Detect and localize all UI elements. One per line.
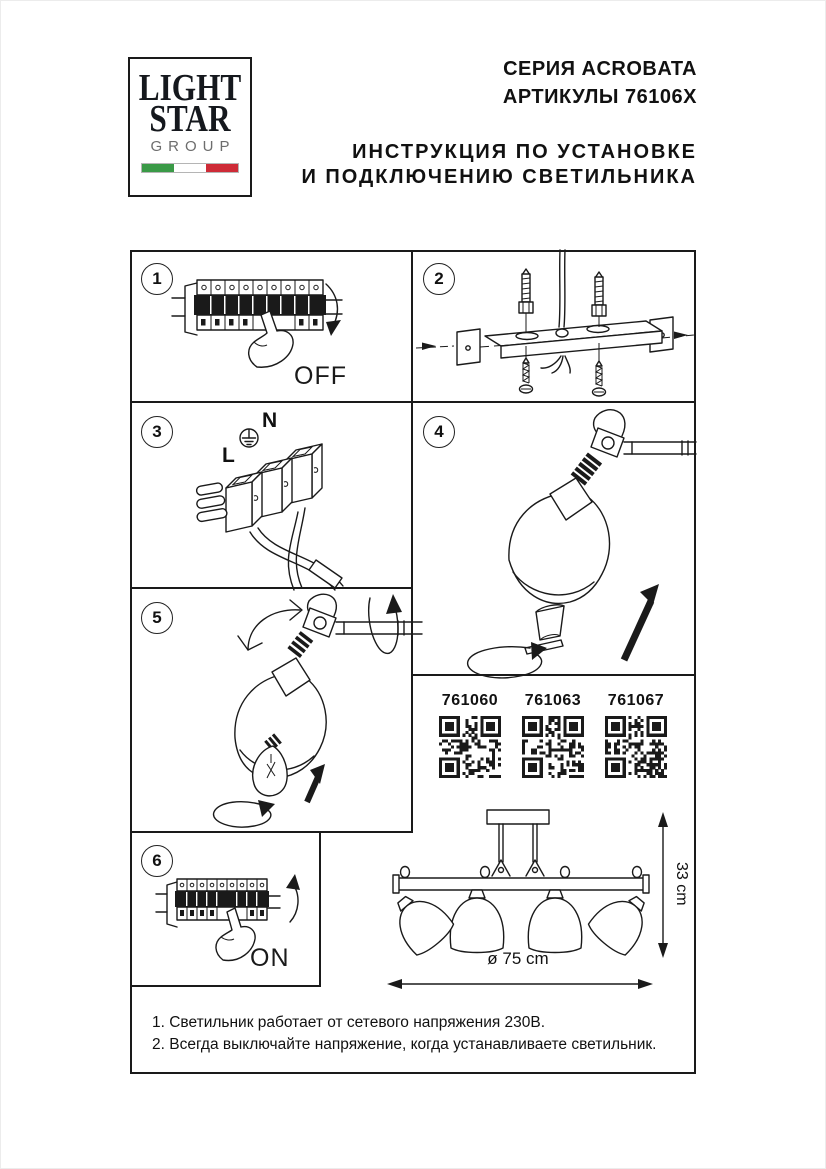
height-dimension-label: 33 cm bbox=[673, 862, 690, 906]
header-series-block bbox=[503, 55, 697, 111]
instruction-title-line1: ИНСТРУКЦИЯ ПО УСТАНОВКЕ bbox=[352, 141, 697, 163]
lightstar-logo bbox=[128, 57, 252, 197]
step4-shade-assembly-illustration bbox=[412, 402, 696, 676]
note-line-1: 1. Светильник работает от сетевого напряжения 230В. bbox=[152, 1014, 546, 1031]
step5-bulb-install-illustration bbox=[130, 588, 422, 832]
flag-green bbox=[142, 164, 174, 172]
qr-block-761063 bbox=[521, 692, 585, 778]
logo-word-group: GROUP bbox=[150, 138, 236, 155]
step5-badge: 5 bbox=[141, 602, 173, 634]
logo-word-star: STAR bbox=[149, 98, 231, 141]
logo-word-light: LIGHT bbox=[138, 67, 242, 110]
header-instruction-block bbox=[301, 140, 697, 190]
qr-block-761060 bbox=[438, 692, 502, 778]
step2-badge: 2 bbox=[423, 263, 455, 295]
articles-title: АРТИКУЛЫ 76106X bbox=[502, 86, 697, 108]
italian-flag-bar bbox=[141, 163, 239, 173]
qr-code-image bbox=[522, 716, 584, 778]
footer-notes bbox=[152, 1012, 656, 1056]
flag-red bbox=[206, 164, 238, 172]
step1-breaker-off-illustration bbox=[130, 250, 412, 402]
qr-article-label: 761067 bbox=[607, 692, 665, 709]
qr-article-label: 761060 bbox=[441, 692, 499, 709]
diameter-dimension-label: ø 75 cm bbox=[487, 949, 549, 968]
qr-code-row bbox=[438, 692, 668, 778]
instruction-title-line2: И ПОДКЛЮЧЕНИЮ СВЕТИЛЬНИКА bbox=[301, 166, 697, 188]
series-title: СЕРИЯ ACROBATA bbox=[503, 58, 697, 80]
step1-badge: 1 bbox=[141, 263, 173, 295]
qr-article-label: 761063 bbox=[524, 692, 582, 709]
step2-bracket-illustration bbox=[412, 250, 696, 402]
step3-badge: 3 bbox=[141, 416, 173, 448]
step6-badge: 6 bbox=[141, 845, 173, 877]
qr-code-image bbox=[439, 716, 501, 778]
step1-off-label: OFF bbox=[294, 362, 347, 390]
qr-block-761067 bbox=[604, 692, 668, 778]
qr-code-image bbox=[605, 716, 667, 778]
step6-on-label: ON bbox=[250, 944, 290, 972]
luminaire-dimension-drawing bbox=[360, 800, 700, 1010]
terminal-label-live: L bbox=[222, 444, 235, 467]
flag-white bbox=[174, 164, 206, 172]
step4-badge: 4 bbox=[423, 416, 455, 448]
note-line-2: 2. Всегда выключайте напряжение, когда устанавливаете светильник. bbox=[152, 1036, 657, 1053]
terminal-label-neutral: N bbox=[262, 409, 278, 432]
